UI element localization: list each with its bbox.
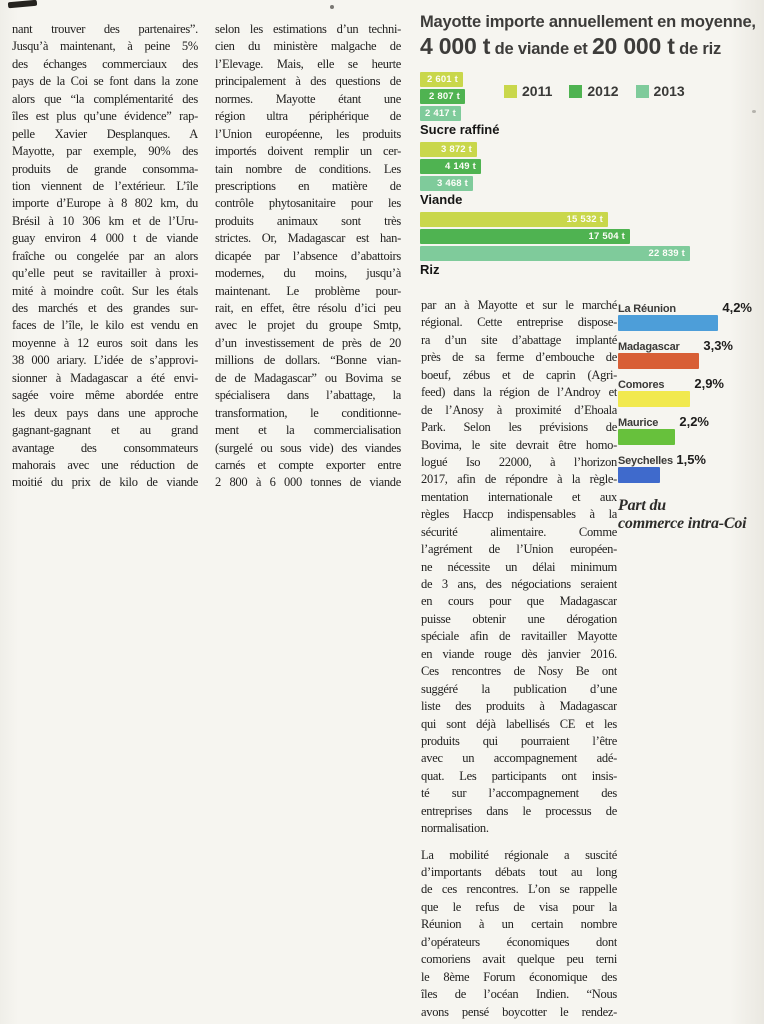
text-line: Bovima, le site devrait être homo- — [421, 437, 617, 452]
text-line: tain nombre de conditions. Les — [215, 161, 401, 176]
category-label: Viande — [420, 192, 463, 207]
chart-caption-line1: Part du — [618, 497, 666, 514]
share-row-header — [618, 300, 752, 313]
text-line: produits qui pourraient l’être — [421, 733, 617, 748]
text-line: d’importants débats tout au long — [421, 865, 617, 879]
text-line: (surgelé ou sous vide) des viandes — [215, 440, 401, 455]
text-line: normes. Mayotte étant une — [215, 91, 401, 106]
text-line: principalement à des questions de — [215, 74, 401, 89]
text-line: 2017, afin de répondre à la règle- — [421, 472, 617, 487]
bar — [420, 142, 477, 157]
share-country-label: Madagascar — [618, 341, 680, 353]
text-line: sagée voire même abordée entre — [12, 388, 198, 403]
share-country-label: Maurice — [618, 417, 659, 429]
text-line: ne nécessite un délai minimum — [421, 559, 617, 574]
text-line: importés doivent remplir un cer- — [215, 144, 401, 159]
text-line: cien du ministère malgache de — [215, 39, 401, 54]
text-line: dicapée par l’absence d’abattoirs — [215, 248, 401, 263]
text-line: région ultra périphérique de — [215, 109, 401, 124]
bar — [618, 353, 699, 369]
share-row-header — [618, 338, 733, 351]
bar-value-label: 3 872 t — [441, 144, 472, 155]
text-line: normalisation. — [421, 821, 489, 836]
chart-title-small-text: de riz — [674, 40, 722, 58]
bar-value-label: 15 532 t — [566, 214, 603, 225]
text-line: pays de la Coi se font dans la zone — [12, 74, 198, 89]
paragraph-gap — [421, 838, 617, 847]
text-line: spéciale afin de ravitailler Mayotte — [421, 629, 617, 644]
legend-swatch — [504, 85, 517, 98]
text-line: Mayotte, par exemple, 90% des — [12, 144, 198, 159]
text-line: Ces rencontres de Nosy Be ont — [421, 664, 617, 679]
text-line: puisse obtenir une dérogation — [421, 611, 617, 626]
legend-label: 2013 — [653, 83, 685, 99]
text-line: importe d’Europe à 8 802 km, du — [12, 196, 198, 211]
text-line: près de sa ferme d’embouche de — [421, 350, 617, 365]
bar-value-label: 17 504 t — [588, 231, 625, 242]
text-line: 38 000 ariary. L’idée de s’approvi- — [12, 353, 198, 368]
text-line: mentation internationale et aux — [421, 489, 617, 504]
bar — [618, 391, 690, 407]
share-country-label: Seychelles — [618, 455, 673, 467]
text-line: des marchés et des grandes sur- — [12, 301, 198, 315]
text-line: produits de grande consomma- — [12, 161, 198, 176]
bar-value-label: 3 468 t — [437, 178, 468, 189]
text-line: le 8ème Forum économique des — [421, 969, 617, 984]
bar-value-label: 4 149 t — [445, 161, 476, 172]
bar-group — [420, 72, 764, 137]
share-row-header — [618, 452, 706, 465]
text-line: d’opérateurs économiques dont — [421, 934, 617, 949]
share-row — [618, 300, 764, 331]
category-label: Riz — [420, 262, 440, 277]
text-line: té sur l’accompagnement des — [421, 786, 617, 801]
share-country-label: La Réunion — [618, 303, 676, 315]
share-percent-label: 3,3% — [703, 338, 733, 353]
scan-artifact-dot — [330, 5, 334, 9]
text-line: Park. Selon les prévisions de — [421, 420, 617, 435]
text-line: d’un investissement de près de 20 — [215, 335, 401, 350]
text-line: suggéré la publication d’une — [421, 681, 617, 696]
article-column-right — [421, 297, 617, 1021]
text-line: avantage des consommateurs — [12, 440, 198, 455]
bar — [420, 106, 461, 121]
share-row-header — [618, 376, 724, 389]
text-line: La mobilité régionale a suscité — [421, 847, 617, 862]
bar — [420, 246, 690, 261]
text-line: Jusqu’à maintenant, à peine 5% — [12, 39, 198, 54]
text-line: boeuf, zébus et de caprin (Agri- — [421, 367, 617, 382]
text-line: l’agrément de l’Union européen- — [421, 542, 617, 557]
bar — [420, 229, 630, 244]
text-line: gagnant-gagnant et au grand — [12, 423, 198, 438]
bar-value-label: 22 839 t — [648, 248, 685, 259]
text-line: îles est plus qu’une évidence” rap- — [12, 109, 198, 124]
bar-value-label: 2 601 t — [427, 74, 458, 85]
category-label: Sucre raffiné — [420, 122, 500, 137]
share-row-header — [618, 414, 709, 427]
bar — [420, 176, 473, 191]
bar — [420, 159, 481, 174]
bar — [618, 315, 718, 331]
bar — [420, 212, 608, 227]
scan-artifact-corner — [8, 0, 37, 8]
legend-swatch — [636, 85, 649, 98]
text-line: moyenne à 12 euros soit dans les — [12, 335, 198, 350]
text-line: par an à Mayotte et sur le marché — [421, 298, 617, 312]
imports-chart — [420, 12, 764, 282]
text-line: strictes. Or, Madagascar est han- — [215, 231, 401, 246]
legend-item — [504, 83, 552, 99]
share-row — [618, 338, 764, 369]
text-line: les deux pays dans une approche — [12, 405, 198, 420]
text-line: quat. Les participants ont insis- — [421, 768, 617, 783]
share-percent-label: 2,9% — [694, 376, 724, 391]
bar — [618, 467, 660, 483]
text-line: avec un accompagnement adé- — [421, 751, 617, 766]
text-line: alors que “la complémentarité des — [12, 91, 198, 106]
text-line: règles Haccp indispensables à la — [421, 507, 617, 522]
legend-item — [569, 83, 618, 99]
text-line: ment et la commercialisation — [215, 423, 401, 438]
text-line: mahorais avec une réduction de — [12, 457, 198, 472]
text-line: fraîche ou congelée par an alors — [12, 248, 198, 263]
chart-caption — [618, 497, 764, 532]
text-line: millions de dollars. “Bonne vian- — [215, 353, 401, 368]
text-line: logué Iso 22000, à l’horizon — [421, 454, 617, 469]
text-line: tion viennent de l’extérieur. L’île — [12, 178, 198, 193]
text-line: de 3 ans, des négociations seraient — [421, 577, 617, 591]
text-line: sécurité alimentaire. Comme — [421, 524, 617, 539]
share-row — [618, 414, 764, 445]
text-line: en viande rouge dès janvier 2016. — [421, 646, 617, 661]
chart-title-small-text: de viande et — [490, 40, 592, 58]
text-line: comoriens avait quelque peu terni — [421, 952, 617, 967]
text-line: l’Union européenne, les produits — [215, 126, 401, 141]
legend-label: 2012 — [587, 83, 619, 99]
share-percent-label: 1,5% — [676, 452, 706, 467]
share-country-label: Comores — [618, 379, 665, 391]
bar-value-label: 2 417 t — [425, 108, 456, 119]
text-line: maintenant. Le problème pour- — [215, 283, 401, 298]
text-line: avons pensé boycotter le rendez- — [421, 1004, 617, 1019]
bar — [420, 89, 465, 104]
text-line: avec le projet du groupe Smtp, — [215, 318, 401, 333]
chart-caption-line2: commerce intra-Coi — [618, 514, 747, 532]
text-line: sionner à Madagascar a été envi- — [12, 370, 198, 385]
chart-title-big-value: 20 000 t — [591, 33, 675, 59]
text-line: transformation, le conditionne- — [215, 405, 401, 420]
text-line: nant trouver des partenaires”. — [12, 22, 198, 36]
legend-item — [636, 83, 685, 99]
text-line: 2 800 à 6 000 tonnes de viande — [215, 475, 401, 490]
text-line: l’Elevage. Mais, elle se heurte — [215, 56, 401, 71]
text-line: îles de l’océan Indien. “Nous — [421, 987, 617, 1002]
chart-title-line2 — [420, 33, 764, 63]
bar-value-label: 2 807 t — [429, 91, 460, 102]
text-line: Brésil à 10 306 km et de l’Uru- — [12, 213, 198, 228]
text-line: pelle Xavier Desplanques. A — [12, 126, 198, 141]
chart-title-line1: Mayotte importe annuellement en moyenne, — [420, 13, 756, 31]
text-line: faces de l’île, le kilo est vendu en — [12, 318, 198, 333]
text-line: mité à moindre coût. Sur les étals — [12, 283, 198, 298]
text-line: qu’elle peut se ravitailler à proxi- — [12, 266, 198, 281]
legend-label: 2011 — [522, 83, 553, 99]
text-line: Réunion à un certain nombre — [421, 917, 617, 932]
share-row — [618, 376, 764, 407]
share-chart-rows — [618, 300, 764, 483]
chart-legend — [504, 83, 685, 99]
text-line: de de Madagascar” ou Bovima se — [215, 370, 401, 385]
article-column-left — [12, 21, 198, 492]
text-line: en cours pour que Madagascar — [421, 594, 617, 609]
share-row — [618, 452, 764, 483]
text-line: de l’Anosy à proximité d’Ehoala — [421, 402, 617, 417]
text-line: de ces rencontres. L’on se rappelle — [421, 882, 617, 897]
text-line: moitié du prix de kilo de viande — [12, 475, 198, 490]
text-line: spécialisera dans l’abattage, la — [215, 388, 401, 403]
text-line: ra d’un site d’abattage implanté — [421, 332, 617, 347]
text-line: liste des produits à Madagascar — [421, 699, 617, 714]
bar — [618, 429, 675, 445]
text-line: prescriptions en matière de — [215, 178, 401, 193]
text-line: feed) dans la région de l’Androy et — [421, 385, 617, 400]
text-line: contrôle phytosanitaire pour les — [215, 196, 401, 211]
share-percent-label: 2,2% — [679, 414, 709, 429]
text-line: entreprises dans le processus de — [421, 803, 617, 818]
chart-bars-area — [420, 72, 764, 277]
article-column-middle — [215, 21, 401, 492]
text-line: qui sont déjà labellisés CE et les — [421, 716, 617, 731]
text-line: carnés et compte exporter entre — [215, 457, 401, 472]
share-chart — [618, 300, 764, 532]
bar — [420, 72, 463, 87]
text-line: régional. Cette entreprise dispose- — [421, 315, 617, 330]
text-line: modernes, du moins, jusqu’à — [215, 266, 401, 281]
bar-group — [420, 142, 764, 207]
bar-group — [420, 212, 764, 277]
legend-swatch — [569, 85, 582, 98]
text-line: produits animaux sont très — [215, 213, 401, 228]
text-line: guay environ 4 000 t de viande — [12, 231, 198, 246]
text-line: selon les estimations d’un techni- — [215, 22, 401, 36]
text-line: que le refus de visa pour la — [421, 899, 617, 914]
share-percent-label: 4,2% — [722, 300, 752, 315]
text-line: rait, en effet, être résolu d’ici peu — [215, 301, 401, 315]
text-line: des échanges commerciaux des — [12, 56, 198, 71]
chart-title-big-value: 4 000 t — [420, 33, 491, 59]
